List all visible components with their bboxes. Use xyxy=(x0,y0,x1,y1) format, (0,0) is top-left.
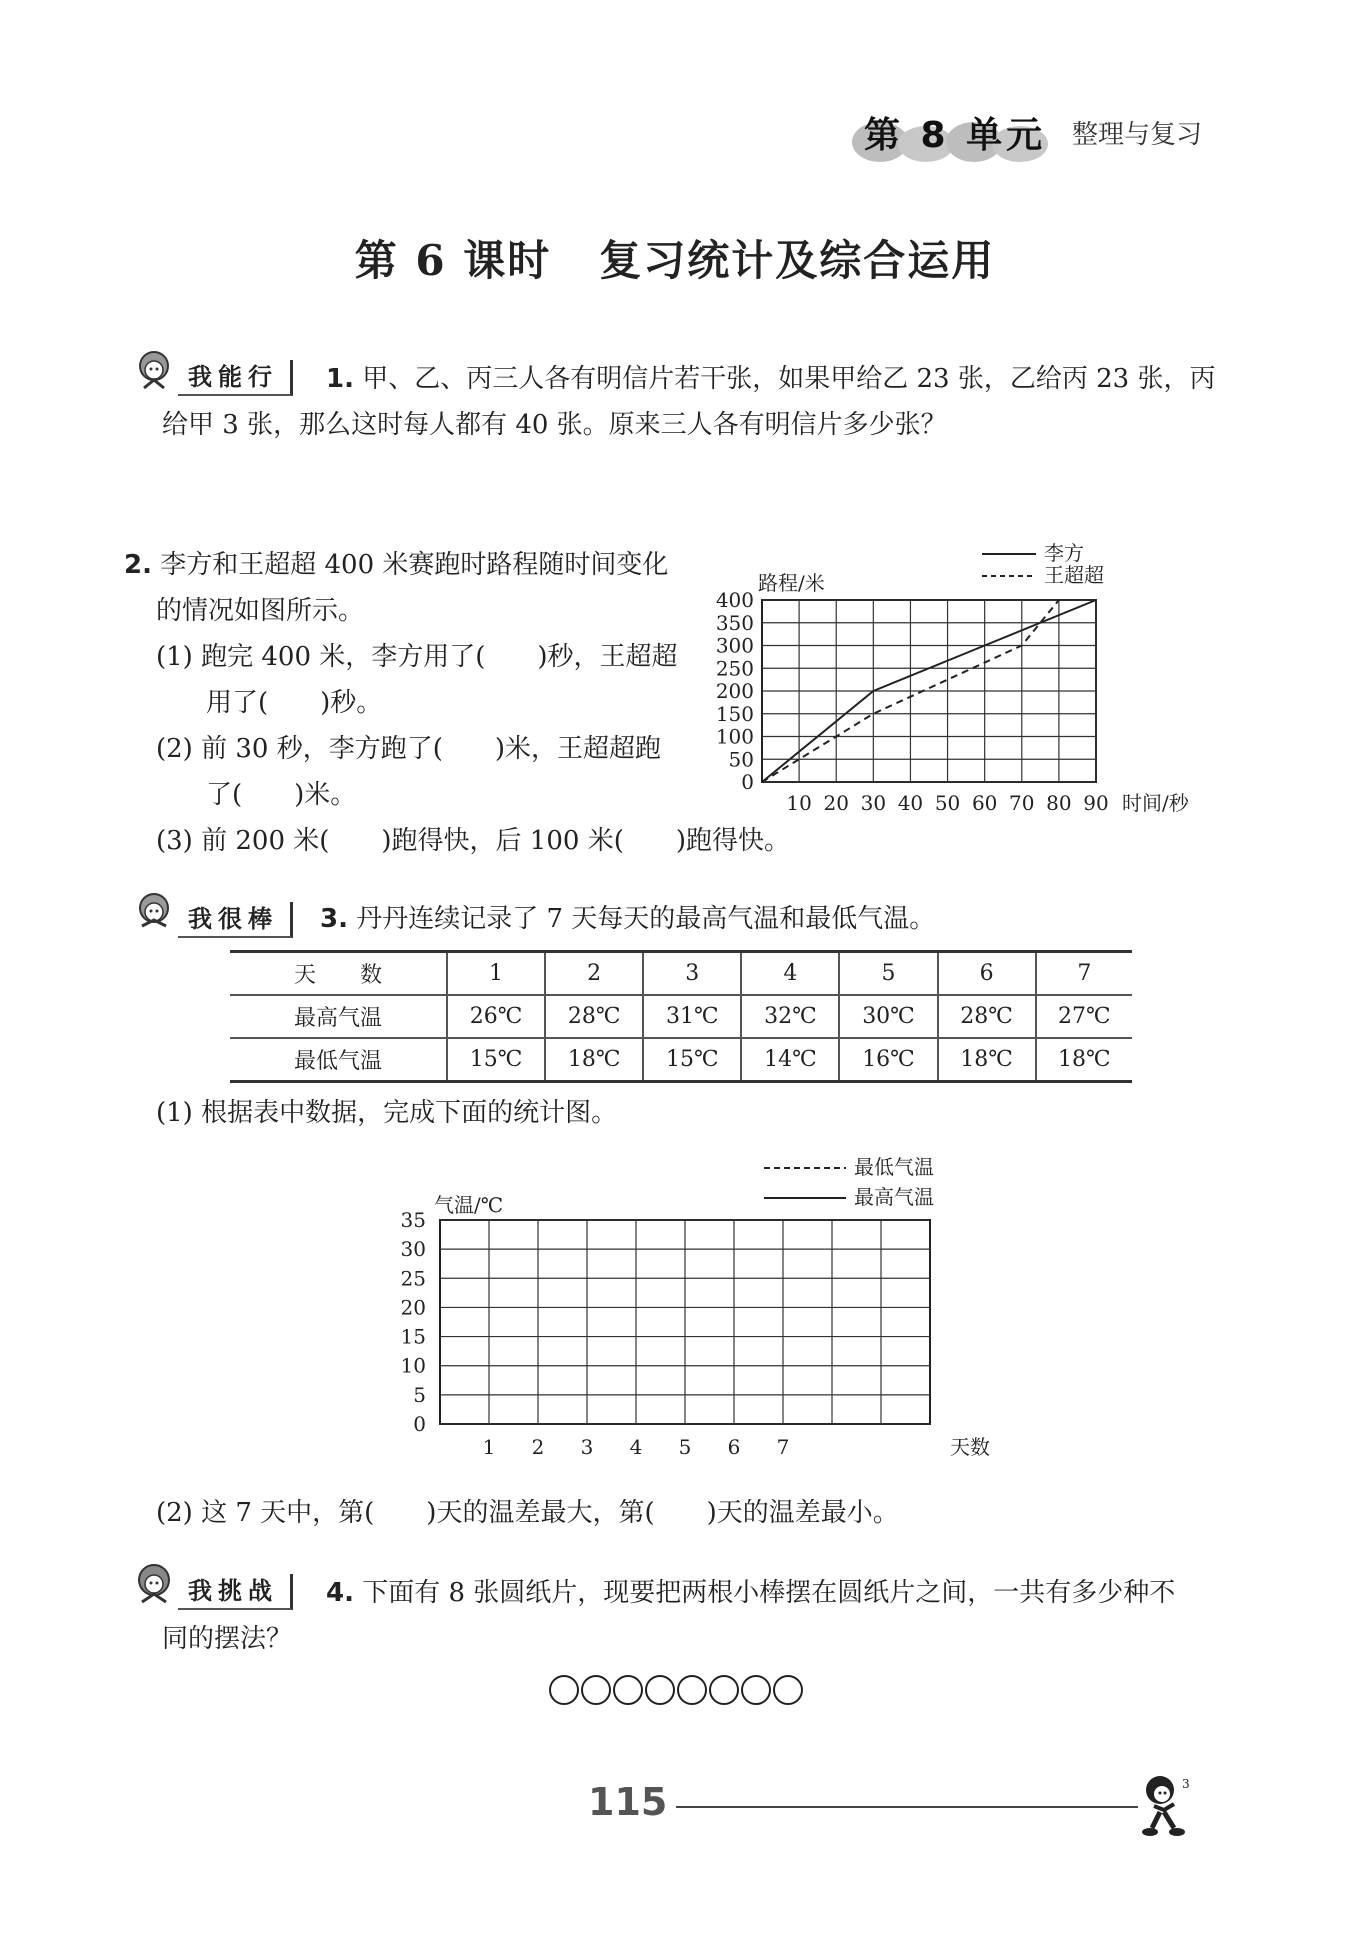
row-label-cell: 最低气温 xyxy=(230,1038,447,1082)
table-cell: 18℃ xyxy=(1036,1038,1132,1082)
table-row xyxy=(230,1038,1132,1082)
x-tick-label: 1 xyxy=(482,1435,496,1459)
x-tick-label: 90 xyxy=(1083,791,1109,815)
question-number: 3. xyxy=(320,904,348,934)
table-cell: 32℃ xyxy=(741,995,839,1038)
legend-label: 李方 xyxy=(1044,541,1084,565)
lesson-name: 复习统计及综合运用 xyxy=(599,236,996,285)
y-tick-label: 35 xyxy=(400,1208,426,1232)
table-cell: 4 xyxy=(741,952,839,996)
table-cell: 15℃ xyxy=(447,1038,545,1082)
temperature-table xyxy=(230,950,1132,1083)
x-tick-label: 60 xyxy=(971,791,998,815)
y-tick-label: 50 xyxy=(728,747,754,772)
question-number: 1. xyxy=(326,364,354,394)
question-2-part-1b: 用了( )秒。 xyxy=(206,688,383,718)
paper-circle xyxy=(646,1676,674,1704)
y-axis-label: 路程/米 xyxy=(758,571,825,595)
table-cell: 18℃ xyxy=(938,1038,1036,1082)
table-cell: 7 xyxy=(1036,952,1132,996)
table-row xyxy=(230,995,1132,1038)
paper-circle xyxy=(710,1676,738,1704)
y-axis-label: 气温/℃ xyxy=(434,1193,504,1217)
x-axis-label: 时间/秒 xyxy=(1122,791,1189,815)
x-tick-label: 80 xyxy=(1046,791,1072,815)
question-2-part-2a: (2) 前 30 秒，李方跑了( )米，王超超跑 xyxy=(156,734,661,764)
table-cell: 6 xyxy=(938,952,1036,996)
row-label-cell: 天 数 xyxy=(293,963,382,988)
question-3-text xyxy=(320,896,935,942)
table-cell: 27℃ xyxy=(1036,995,1132,1038)
question-2-part-2b: 了( )米。 xyxy=(206,780,357,810)
x-tick-label: 2 xyxy=(531,1435,545,1459)
paper-circle xyxy=(582,1676,610,1704)
y-tick-label: 20 xyxy=(400,1295,426,1320)
table-cell: 28℃ xyxy=(938,995,1036,1038)
legend-label: 王超超 xyxy=(1044,563,1104,587)
y-tick-label: 100 xyxy=(715,724,754,749)
question-number: 2. xyxy=(124,550,152,580)
running-kid-icon xyxy=(1134,1770,1198,1840)
question-4-line-2: 同的摆法？ xyxy=(162,1624,293,1654)
y-tick-label: 30 xyxy=(400,1237,426,1262)
question-number: 4. xyxy=(326,1578,354,1608)
question-text: 丹丹连续记录了 7 天每天的最高气温和最低气温。 xyxy=(356,904,936,934)
lesson-title xyxy=(0,228,1350,288)
x-tick-label: 3 xyxy=(580,1435,594,1459)
y-tick-label: 0 xyxy=(413,1412,426,1436)
y-tick-label: 5 xyxy=(413,1382,426,1407)
question-3-part-2: (2) 这 7 天中，第( )天的温差最大，第( )天的温差最小。 xyxy=(156,1498,899,1528)
paper-circle xyxy=(550,1676,578,1704)
y-tick-label: 10 xyxy=(400,1353,426,1378)
x-tick-label: 50 xyxy=(934,791,961,815)
table-cell: 2 xyxy=(545,952,643,996)
table-cell: 26℃ xyxy=(447,995,545,1038)
table-cell: 16℃ xyxy=(839,1038,937,1082)
y-tick-label: 200 xyxy=(715,679,754,703)
x-axis-label: 天数 xyxy=(950,1435,990,1459)
question-text: 下面有 8 张圆纸片，现要把两根小棒摆在圆纸片之间，一共有多少种不 xyxy=(362,1578,1176,1608)
table-cell: 18℃ xyxy=(545,1038,643,1082)
y-tick-label: 400 xyxy=(715,588,754,612)
row-label-cell: 最高气温 xyxy=(230,995,447,1038)
section-label: 我能行 xyxy=(178,360,293,396)
x-tick-label: 30 xyxy=(860,791,887,815)
page-number: 115 xyxy=(588,1780,668,1824)
y-tick-label: 350 xyxy=(715,610,754,635)
question-text: 李方和王超超 400 米赛跑时路程随时间变化 xyxy=(160,550,669,580)
y-tick-label: 15 xyxy=(400,1324,426,1349)
question-4-line-1 xyxy=(326,1570,1175,1616)
x-tick-label: 20 xyxy=(823,791,849,815)
x-tick-label: 5 xyxy=(678,1435,692,1459)
footer-rule xyxy=(676,1806,1138,1808)
kid-mascot-icon xyxy=(128,1558,184,1614)
paper-circle xyxy=(774,1676,802,1704)
legend-label: 最低气温 xyxy=(854,1155,934,1179)
paper-circle xyxy=(614,1676,642,1704)
temperature-chart xyxy=(380,1150,990,1470)
x-tick-label: 10 xyxy=(786,791,812,815)
section-label: 我很棒 xyxy=(178,902,293,938)
x-tick-label: 7 xyxy=(776,1435,790,1459)
x-tick-label: 6 xyxy=(727,1435,741,1459)
table-cell: 30℃ xyxy=(839,995,937,1038)
x-tick-label: 70 xyxy=(1009,791,1035,815)
question-3-part-1: (1) 根据表中数据，完成下面的统计图。 xyxy=(156,1098,618,1128)
question-2-part-1a: (1) 跑完 400 米，李方用了( )秒，王超超 xyxy=(156,642,678,672)
paper-circle xyxy=(742,1676,770,1704)
section-label: 我挑战 xyxy=(178,1574,293,1610)
x-tick-label: 4 xyxy=(629,1435,643,1459)
table-cell: 28℃ xyxy=(545,995,643,1038)
y-tick-label: 25 xyxy=(400,1266,426,1291)
paper-circle xyxy=(678,1676,706,1704)
question-1-line-2: 给甲 3 张，那么这时每人都有 40 张。原来三人各有明信片多少张？ xyxy=(162,410,947,440)
y-tick-label: 150 xyxy=(715,701,754,726)
unit-title: 第 8 单元 xyxy=(864,115,1047,156)
paper-circles xyxy=(548,1668,818,1712)
lesson-number: 第 6 课时 xyxy=(354,236,552,285)
svg-text:3: 3 xyxy=(1182,1777,1190,1791)
y-tick-label: 250 xyxy=(715,656,754,681)
question-2-intro-1 xyxy=(124,542,668,588)
unit-subtitle: 整理与复习 xyxy=(1072,120,1203,150)
kid-mascot-icon xyxy=(128,344,184,400)
question-2-part-3: (3) 前 200 米( )跑得快，后 100 米( )跑得快。 xyxy=(156,826,790,856)
table-cell: 5 xyxy=(839,952,937,996)
table-cell: 3 xyxy=(643,952,741,996)
table-cell: 1 xyxy=(447,952,545,996)
y-tick-label: 300 xyxy=(715,633,754,658)
table-cell: 14℃ xyxy=(741,1038,839,1082)
unit-badge xyxy=(852,108,1052,164)
question-2-intro-2: 的情况如图所示。 xyxy=(156,596,365,626)
x-tick-label: 40 xyxy=(897,791,924,815)
question-text: 甲、乙、丙三人各有明信片若干张，如果甲给乙 23 张，乙给丙 23 张，丙 xyxy=(362,364,1216,394)
table-cell: 15℃ xyxy=(643,1038,741,1082)
y-tick-label: 0 xyxy=(741,770,754,794)
kid-mascot-icon xyxy=(128,886,184,942)
legend-label: 最高气温 xyxy=(854,1185,934,1209)
table-header-row xyxy=(230,952,1132,996)
table-cell: 31℃ xyxy=(643,995,741,1038)
question-1-line-1 xyxy=(326,356,1215,402)
race-distance-chart xyxy=(700,540,1220,820)
